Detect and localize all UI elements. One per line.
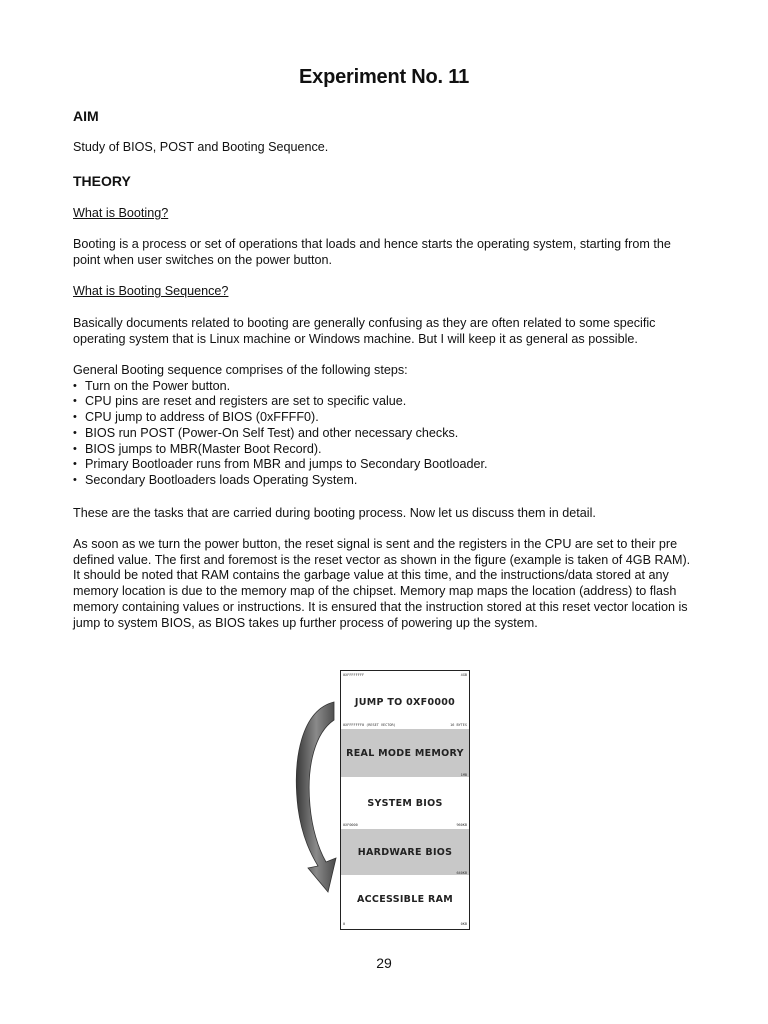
steps-intro: General Booting sequence comprises of the following steps: (73, 363, 408, 377)
list-item: • CPU pins are reset and registers are set to specific value. (73, 394, 695, 410)
reset-vector-explanation: As soon as we turn the power button, the reset signal is sent and the registers in the CPU are set to their pre defined value. The first and foremost is the reset vector as shown in the figure (example is taken of 4GB RAM). It should be noted that RAM contains the garbage value at this time, and the instructions/data stored at any memory location is due to the memory map of the chipset. Memory map maps the location (address) to flash memory containing values or instructions. It is ensured that the instruction stored at this reset vector location is jump to system BIOS, as BIOS takes up further process of powering up the system. (73, 537, 691, 630)
size-label: 4GB (460, 673, 467, 677)
aim-heading: AIM (73, 108, 99, 124)
curved-arrow-icon (290, 698, 338, 894)
addr-label: 0XFFFFFFF0 (RESET VECTOR) (343, 723, 396, 727)
list-item: • BIOS jumps to MBR(Master Boot Record). (73, 442, 695, 458)
size-label: 1MB (460, 773, 467, 777)
steps-list (73, 379, 695, 489)
list-item: • Turn on the Power button. (73, 379, 695, 395)
steps-block (73, 363, 695, 489)
booting-definition: Booting is a process or set of operations that loads and hence starts the operating system, starting from the point when user switches on the power button. (73, 237, 671, 267)
tasks-summary: These are the tasks that are carried during booting process. Now let us discuss them in detail. (73, 506, 596, 520)
size-label: 16 BYTES (450, 723, 467, 727)
band-jump-to-f0000: JUMP TO 0XF0000 (354, 696, 456, 708)
theory-heading: THEORY (73, 173, 131, 189)
list-item: • CPU jump to address of BIOS (0xFFFF0). (73, 410, 695, 426)
size-label: 960KB (456, 823, 467, 827)
list-item: • BIOS run POST (Power-On Self Test) and other necessary checks. (73, 426, 695, 442)
aim-text: Study of BIOS, POST and Booting Sequence. (73, 140, 329, 154)
addr-label: 0XFFFFFFFF (343, 673, 365, 677)
memory-map-figure (290, 670, 490, 930)
memory-stack (340, 670, 470, 930)
question-what-is-booting: What is Booting? (73, 206, 169, 220)
size-label: 0KB (460, 922, 467, 926)
question-booting-sequence: What is Booting Sequence? (73, 284, 229, 298)
band-accessible-ram: ACCESSIBLE RAM (357, 893, 453, 905)
page-title: Experiment No. 11 (299, 66, 469, 88)
page-number: 29 (376, 955, 392, 971)
addr-label: 0XF0000 (343, 823, 358, 827)
list-item: • Primary Bootloader runs from MBR and jumps to Secondary Bootloader. (73, 457, 695, 473)
size-label: 640KB (456, 871, 467, 875)
booting-sequence-intro: Basically documents related to booting are generally confusing as they are often related to some specific operating system that is Linux machine or Windows machine. But I will keep it as general as possible. (73, 316, 656, 346)
band-hardware-bios: HARDWARE BIOS (341, 829, 469, 875)
band-real-mode-memory: REAL MODE MEMORY (341, 729, 469, 777)
addr-label: 0 (343, 922, 346, 926)
list-item: • Secondary Bootloaders loads Operating System. (73, 473, 695, 489)
band-system-bios: SYSTEM BIOS (367, 797, 443, 809)
